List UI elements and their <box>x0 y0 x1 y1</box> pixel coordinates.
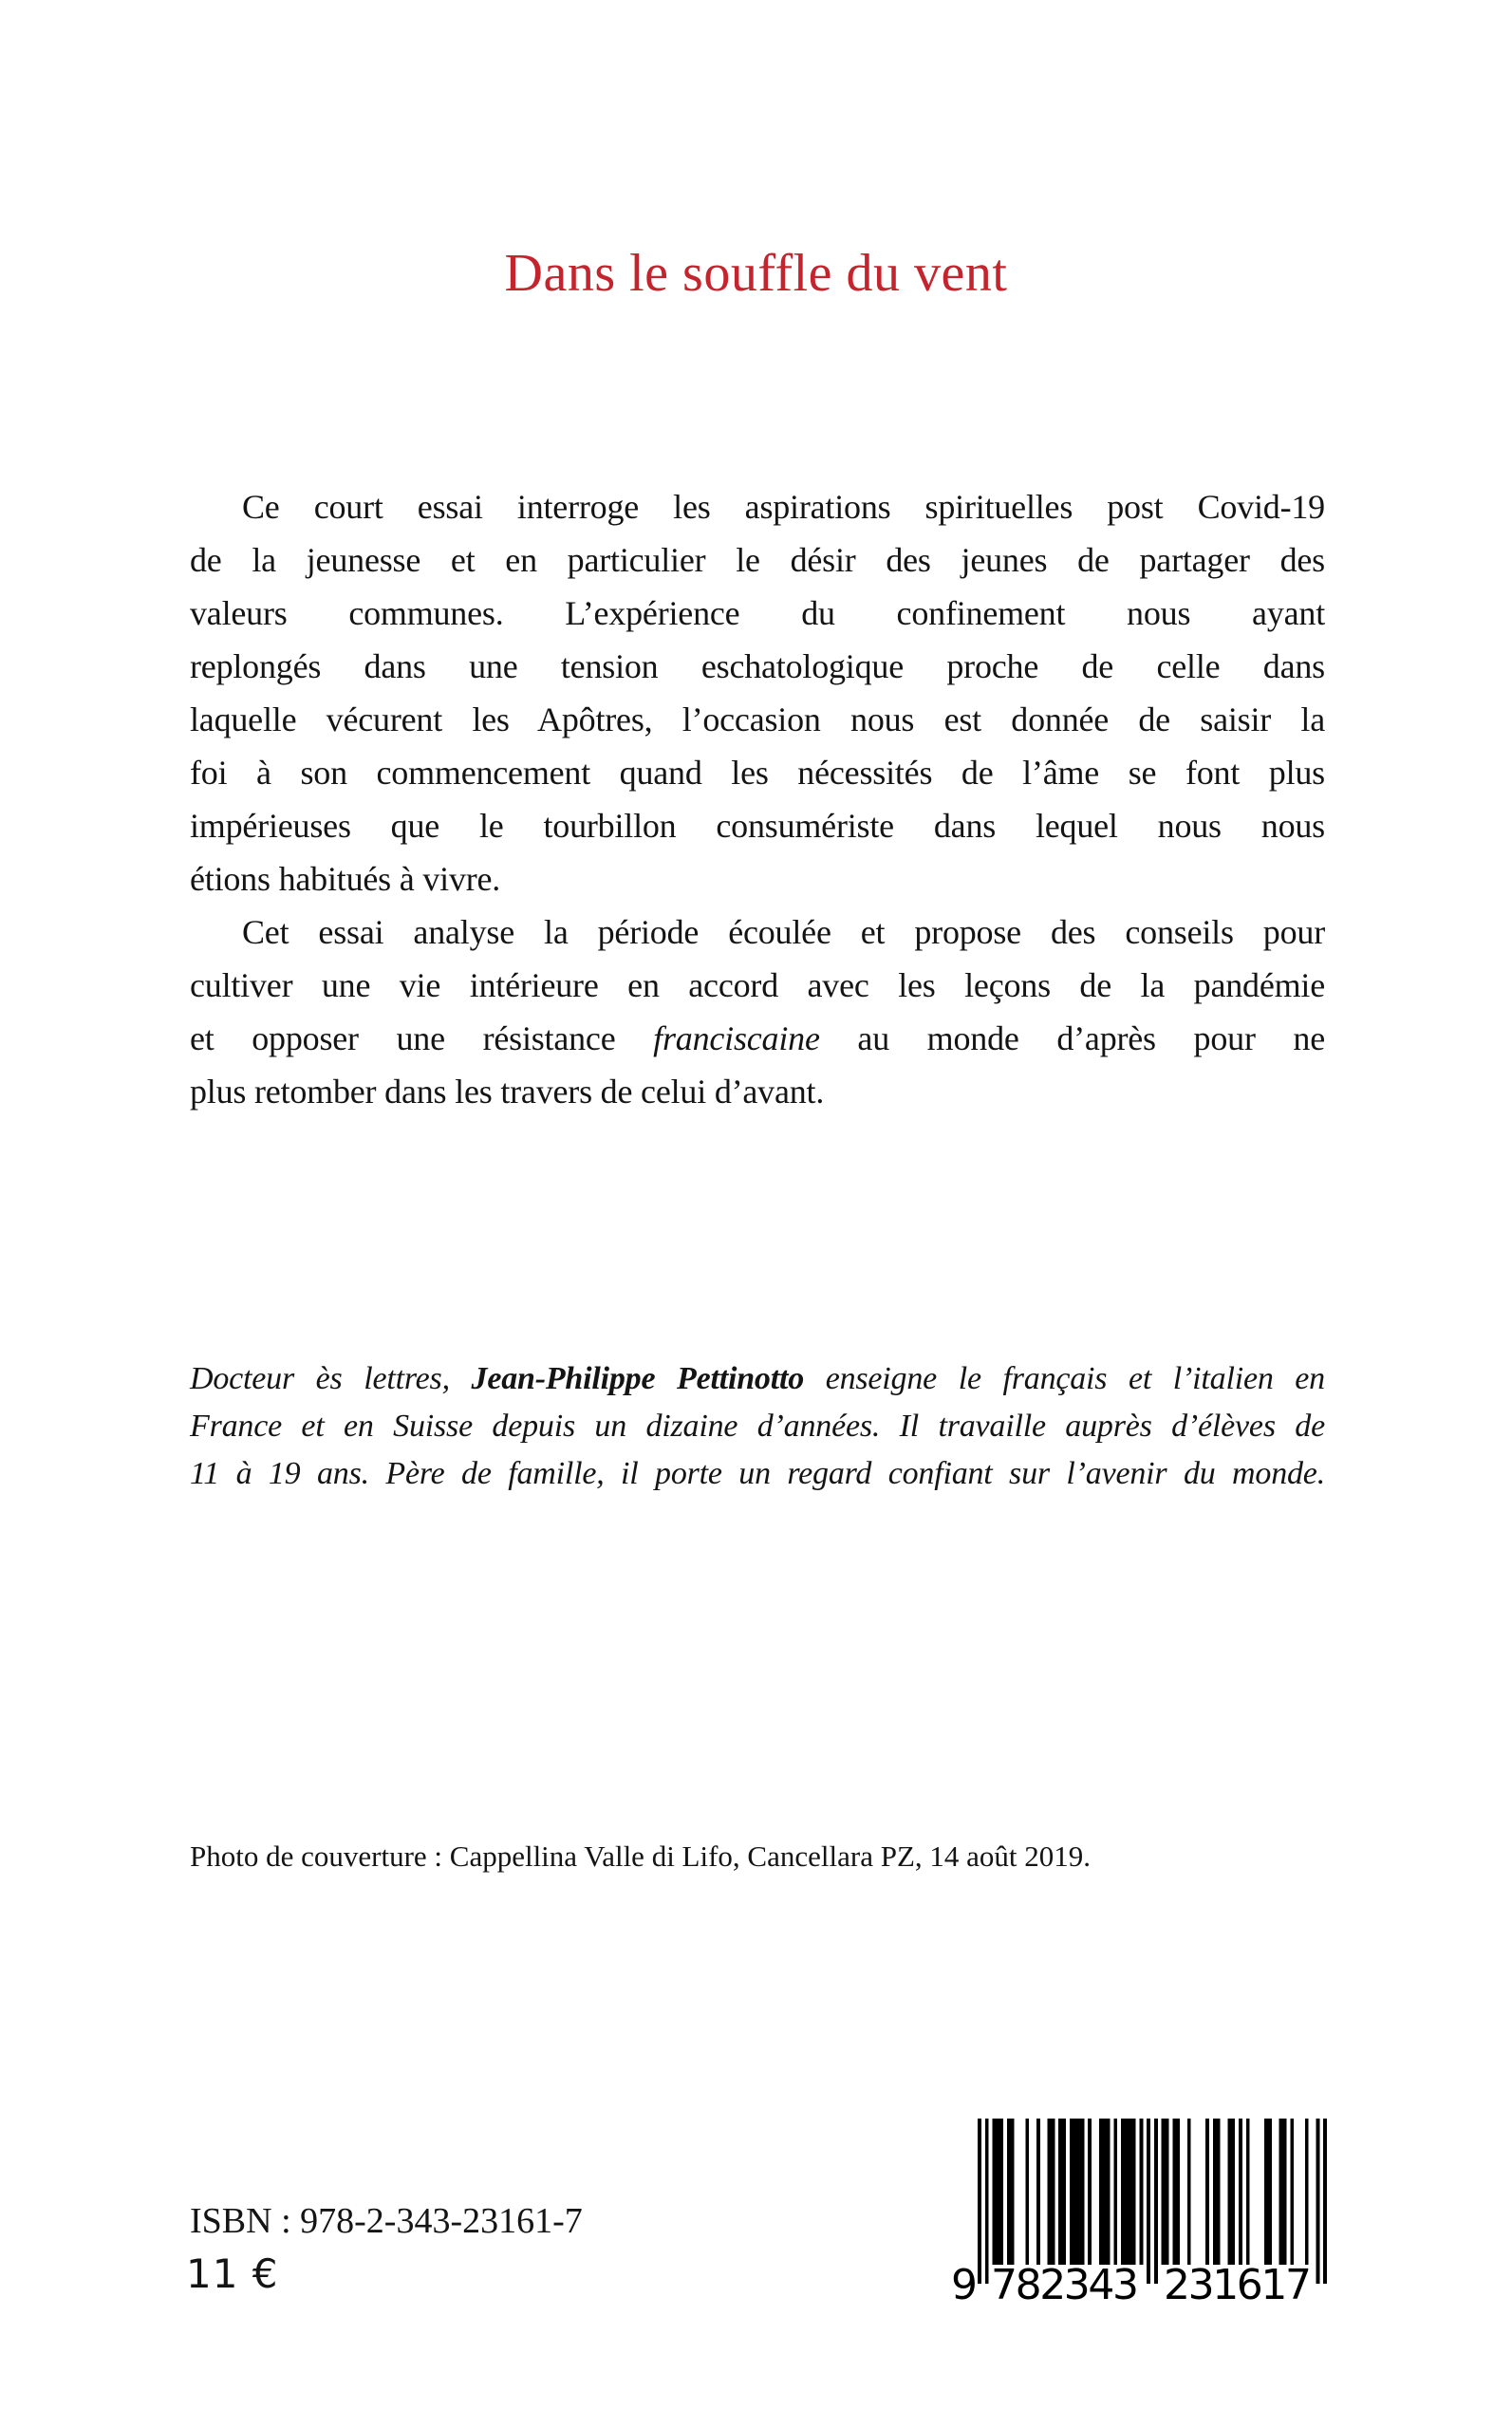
synopsis-line <box>190 799 1325 852</box>
barcode-bar <box>1213 2119 1221 2265</box>
barcode-digits-left: 782343 <box>991 2261 1139 2304</box>
text-segment: Jean-Philippe Pettinotto <box>471 1361 805 1396</box>
barcode-bar <box>1099 2119 1111 2265</box>
barcode-bar <box>1162 2119 1169 2265</box>
barcode-bar <box>1036 2119 1040 2265</box>
synopsis-line <box>190 1012 1325 1065</box>
text-segment: 11 à 19 ans. Père de famille, il porte un regard confiant sur l’avenir du monde. <box>190 1456 1325 1491</box>
synopsis-line <box>190 959 1325 1012</box>
barcode-bar <box>1113 2119 1117 2265</box>
barcode-digit-first: 9 <box>951 2261 978 2304</box>
barcode-bar <box>992 2119 1003 2265</box>
text-segment: de la jeunesse et en particulier le désir des jeunes de partager des <box>190 541 1325 579</box>
synopsis-line <box>190 693 1325 746</box>
ean13-barcode <box>949 2119 1329 2304</box>
text-segment: impérieuses que le tourbillon consumériste dans lequel nous nous <box>190 807 1325 845</box>
barcode-bar <box>1139 2119 1143 2265</box>
photo-credit: Photo de couverture : Cappellina Valle di Lifo, Cancellara PZ, 14 août 2019. <box>190 1839 1091 1873</box>
barcode-bar <box>1323 2119 1327 2284</box>
barcode-bar <box>1279 2119 1287 2265</box>
text-segment: étions habitués à vivre. <box>190 860 501 898</box>
barcode-bar <box>1172 2119 1180 2265</box>
barcode-bar <box>1007 2119 1015 2265</box>
barcode-bar <box>1290 2119 1294 2265</box>
synopsis-line <box>190 587 1325 640</box>
text-segment: Cet essai analyse la période écoulée et propose des conseils pour <box>242 913 1325 951</box>
barcode-bar <box>1205 2119 1209 2265</box>
text-segment: foi à son commencement quand les nécessités de l’âme se font plus <box>190 754 1325 792</box>
synopsis-line <box>190 852 1325 906</box>
text-segment: Ce court essai interroge les aspirations spirituelles post Covid-19 <box>242 488 1325 526</box>
barcode-bar <box>1264 2119 1272 2265</box>
barcode-digits-right: 231617 <box>1164 2261 1312 2304</box>
text-segment: replongés dans une tension eschatologique proche de celle dans <box>190 647 1325 685</box>
synopsis-line <box>190 746 1325 799</box>
synopsis-line <box>190 906 1325 959</box>
barcode-bar <box>1239 2119 1242 2265</box>
barcode-bar <box>1227 2119 1235 2265</box>
barcode-bar <box>985 2119 989 2284</box>
bio-line <box>190 1355 1325 1403</box>
book-title: Dans le souffle du vent <box>504 244 1008 303</box>
synopsis-line <box>190 640 1325 693</box>
barcode-bar <box>1305 2119 1309 2265</box>
barcode-bar <box>1025 2119 1029 2265</box>
bio-line <box>190 1450 1325 1498</box>
barcode-bars <box>949 2119 1329 2304</box>
barcode-bar <box>1246 2119 1250 2265</box>
text-segment: Docteur ès lettres, <box>190 1361 472 1396</box>
barcode-bar <box>1147 2119 1150 2284</box>
text-segment: et opposer une résistance <box>190 1019 654 1057</box>
barcode-bar <box>1121 2119 1135 2265</box>
text-segment: valeurs communes. L’expérience du confinement nous ayant <box>190 594 1325 632</box>
text-segment: laquelle vécurent les Apôtres, l’occasion nous est donnée de saisir la <box>190 700 1325 738</box>
price: 11 € <box>186 2250 279 2297</box>
isbn-number: ISBN : 978-2-343-23161-7 <box>190 2201 583 2241</box>
barcode-bar <box>1058 2119 1066 2265</box>
barcode-bar <box>1088 2119 1092 2265</box>
barcode-bar <box>1070 2119 1084 2265</box>
bio-line <box>190 1403 1325 1450</box>
text-segment: enseigne le français et l’italien en <box>804 1361 1325 1396</box>
barcode-bar <box>978 2119 981 2284</box>
synopsis-text <box>190 480 1325 1118</box>
text-segment: France et en Suisse depuis un dizaine d’années. Il travaille auprès d’élèves de <box>190 1409 1325 1444</box>
synopsis-line <box>190 533 1325 587</box>
text-segment: cultiver une vie intérieure en accord avec les leçons de la pandémie <box>190 966 1325 1004</box>
text-segment: franciscaine <box>653 1019 820 1057</box>
author-bio <box>190 1355 1325 1498</box>
synopsis-line <box>190 1065 1325 1118</box>
text-segment: plus retomber dans les travers de celui d’avant. <box>190 1073 825 1111</box>
barcode-bar <box>1048 2119 1055 2265</box>
barcode-bar <box>1154 2119 1158 2284</box>
synopsis-line <box>190 480 1325 533</box>
barcode-bar <box>1187 2119 1191 2265</box>
text-segment: au monde d’après pour ne <box>819 1019 1325 1057</box>
barcode-bar <box>1316 2119 1319 2284</box>
